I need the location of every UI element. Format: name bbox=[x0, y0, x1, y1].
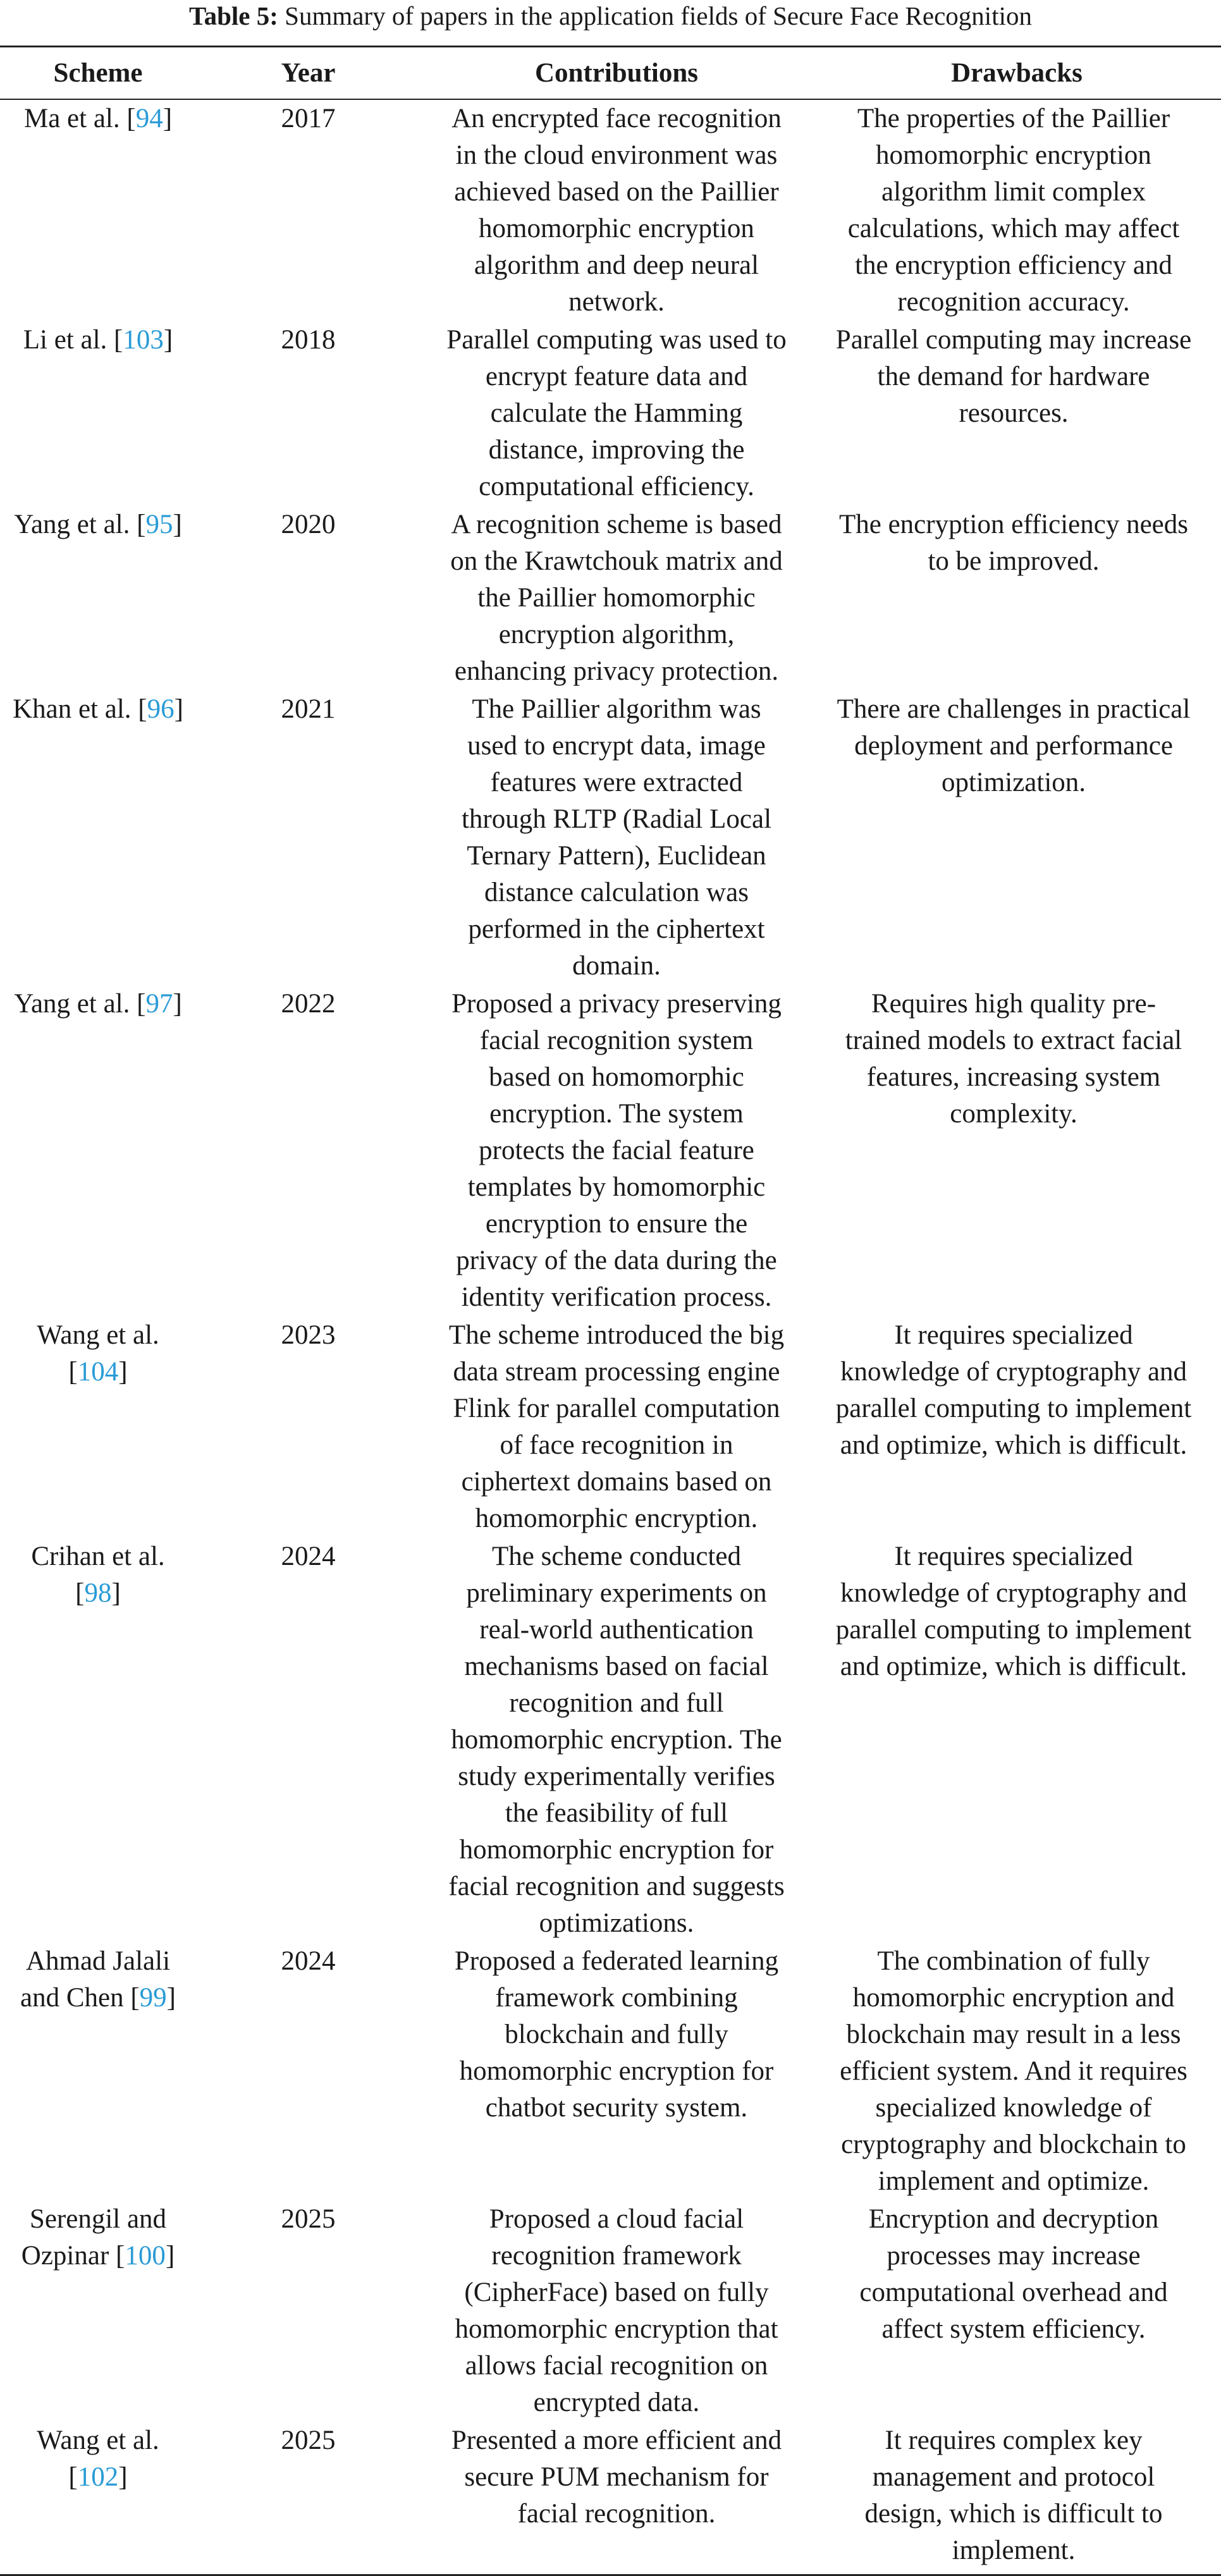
scheme-bracket: ] bbox=[111, 1578, 121, 1608]
cell-contributions: The scheme introduced the big data stream processing engine Flink for parallel computation of face recognition in ciphertext domains based on homomorphic encryption. bbox=[448, 1320, 785, 1533]
scheme-name: Yang et al. [ bbox=[14, 510, 146, 539]
scheme-name: Serengil and Ozpinar [ bbox=[21, 2204, 167, 2271]
cell-scheme bbox=[0, 321, 196, 506]
scheme-name: Wang et al. [ bbox=[37, 1320, 159, 1387]
header-year: Year bbox=[196, 47, 420, 100]
header-row bbox=[0, 47, 1221, 100]
cell-scheme bbox=[0, 1538, 196, 1942]
scheme-name: Wang et al. [ bbox=[37, 2426, 159, 2492]
cell-contributions: Proposed a privacy preserving facial recognition system based on homomorphic encryption. The system protects the facial feature templates by homomorphic encryption to ensure the privacy of the data during the identity verification process. bbox=[451, 989, 782, 1312]
header-contributions: Contributions bbox=[420, 47, 813, 100]
citation-link[interactable]: 99 bbox=[139, 1983, 167, 2013]
cell-scheme bbox=[0, 2422, 196, 2575]
citation-link[interactable]: 96 bbox=[147, 694, 175, 724]
cell-drawbacks: It requires complex key management and protocol design, which is difficult to implement. bbox=[813, 2422, 1221, 2575]
scheme-bracket: ] bbox=[118, 2462, 128, 2492]
table-row bbox=[0, 985, 1221, 1316]
cell-year: 2017 bbox=[281, 104, 336, 133]
scheme-bracket: ] bbox=[163, 104, 173, 133]
cell-drawbacks: Parallel computing may increase the demand for hardware resources. bbox=[835, 325, 1192, 428]
cell-scheme bbox=[0, 690, 196, 985]
citation-link[interactable]: 98 bbox=[84, 1578, 112, 1608]
cell-drawbacks: It requires specialized knowledge of cryptography and parallel computing to implement and optimize, which is difficult. bbox=[835, 1542, 1192, 1681]
cell-drawbacks: The properties of the Paillier homomorphic encryption algorithm limit complex calculations, which may affect the encryption efficiency and recognition accuracy. bbox=[847, 104, 1180, 317]
cell-contributions: A recognition scheme is based on the Krawtchouk matrix and the Paillier homomorphic encryption algorithm, enhancing privacy protection. bbox=[450, 510, 783, 686]
table-row bbox=[0, 99, 1221, 321]
cell-year: 2021 bbox=[281, 694, 336, 724]
scheme-name: Crihan et al. [ bbox=[31, 1542, 165, 1608]
table-caption-text: Summary of papers in the application fields of Secure Face Recognition bbox=[285, 1, 1032, 30]
cell-year: 2024 bbox=[281, 1946, 336, 1976]
cell-contributions: Presented a more efficient and secure PUM mechanism for facial recognition. bbox=[420, 2422, 813, 2575]
cell-year: 2025 bbox=[196, 2422, 420, 2575]
cell-drawbacks: Requires high quality pre-trained models to extract facial features, increasing system complexity. bbox=[845, 989, 1182, 1129]
table-row bbox=[0, 2422, 1221, 2575]
scheme-bracket: ] bbox=[174, 694, 183, 724]
citation-link[interactable]: 103 bbox=[123, 325, 164, 355]
header-scheme: Scheme bbox=[0, 47, 196, 100]
scheme-name: Ahmad Jalali and Chen [ bbox=[20, 1946, 171, 2013]
scheme-bracket: ] bbox=[118, 1357, 128, 1387]
cell-scheme bbox=[0, 2200, 196, 2422]
cell-scheme bbox=[0, 1942, 196, 2200]
cell-scheme bbox=[0, 985, 196, 1316]
table-row bbox=[0, 2200, 1221, 2422]
cell-drawbacks: Encryption and decryption processes may increase computational overhead and affect system efficiency. bbox=[859, 2204, 1168, 2344]
table-body bbox=[0, 99, 1221, 2575]
cell-year: 2022 bbox=[281, 989, 336, 1019]
cell-drawbacks: There are challenges in practical deployment and performance optimization. bbox=[837, 694, 1191, 797]
citation-link[interactable]: 97 bbox=[145, 989, 173, 1019]
table-caption bbox=[0, 0, 1221, 32]
cell-contributions: Proposed a cloud facial recognition framework (CipherFace) based on fully homomorphic encryption that allows facial recognition on encrypted data. bbox=[455, 2204, 778, 2417]
cell-contributions: Proposed a federated learning framework combining blockchain and fully homomorphic encryption for chatbot security system. bbox=[454, 1946, 779, 2123]
cell-drawbacks: It requires specialized knowledge of cryptography and parallel computing to implement and optimize, which is difficult. bbox=[835, 1320, 1192, 1460]
scheme-bracket: ] bbox=[163, 325, 173, 355]
cell-drawbacks: The encryption efficiency needs to be improved. bbox=[839, 510, 1188, 576]
citation-link[interactable]: 95 bbox=[145, 510, 173, 539]
scheme-name: Ma et al. [ bbox=[23, 104, 136, 133]
cell-year: 2020 bbox=[281, 510, 336, 539]
table-row bbox=[0, 506, 1221, 690]
citation-link[interactable]: 104 bbox=[77, 1357, 119, 1387]
scheme-bracket: ] bbox=[165, 2241, 175, 2271]
cell-contributions: An encrypted face recognition in the cloud environment was achieved based on the Paillier homomorphic encryption algorithm and deep neural network. bbox=[451, 104, 782, 317]
header-drawbacks: Drawbacks bbox=[813, 47, 1221, 100]
table-row bbox=[0, 321, 1221, 506]
cell-year: 2018 bbox=[281, 325, 336, 355]
citation-link[interactable]: 100 bbox=[125, 2241, 166, 2271]
citation-link[interactable]: 94 bbox=[135, 104, 163, 133]
cell-scheme bbox=[0, 1316, 196, 1538]
scheme-name: Khan et al. [ bbox=[13, 694, 147, 724]
cell-scheme bbox=[0, 99, 196, 321]
cell-contributions: The scheme conducted preliminary experiments on real-world authentication mechanisms based on facial recognition and full homomorphic encryption. The study experimentally verifies the feasibility of full homomorphic encryption for facial recognition and suggests optimizations. bbox=[448, 1542, 785, 1938]
table-caption-label: Table 5: bbox=[189, 1, 278, 30]
cell-year: 2024 bbox=[281, 1542, 336, 1571]
cell-year: 2025 bbox=[281, 2204, 336, 2234]
papers-table bbox=[0, 46, 1221, 2576]
table-row bbox=[0, 1316, 1221, 1538]
cell-contributions: The Paillier algorithm was used to encrypt data, image features were extracted through RLTP (Radial Local Ternary Pattern), Euclidean distance calculation was performed in the ciphertext domain. bbox=[461, 694, 772, 981]
table-row bbox=[0, 690, 1221, 985]
table-row bbox=[0, 1538, 1221, 1942]
cell-contributions: Parallel computing was used to encrypt feature data and calculate the Hamming distance, improving the computational efficiency. bbox=[446, 325, 787, 501]
cell-scheme bbox=[0, 506, 196, 690]
scheme-name: Li et al. [ bbox=[23, 325, 123, 355]
citation-link[interactable]: 102 bbox=[77, 2462, 119, 2492]
cell-drawbacks: The combination of fully homomorphic encryption and blockchain may result in a less efficient system. And it requires specialized knowledge of cryptography and blockchain to implement and optimize. bbox=[840, 1946, 1187, 2196]
table-row bbox=[0, 1942, 1221, 2200]
scheme-bracket: ] bbox=[166, 1983, 176, 2013]
scheme-bracket: ] bbox=[173, 510, 182, 539]
scheme-bracket: ] bbox=[173, 989, 182, 1019]
scheme-name: Yang et al. [ bbox=[14, 989, 146, 1019]
cell-year: 2023 bbox=[281, 1320, 336, 1350]
